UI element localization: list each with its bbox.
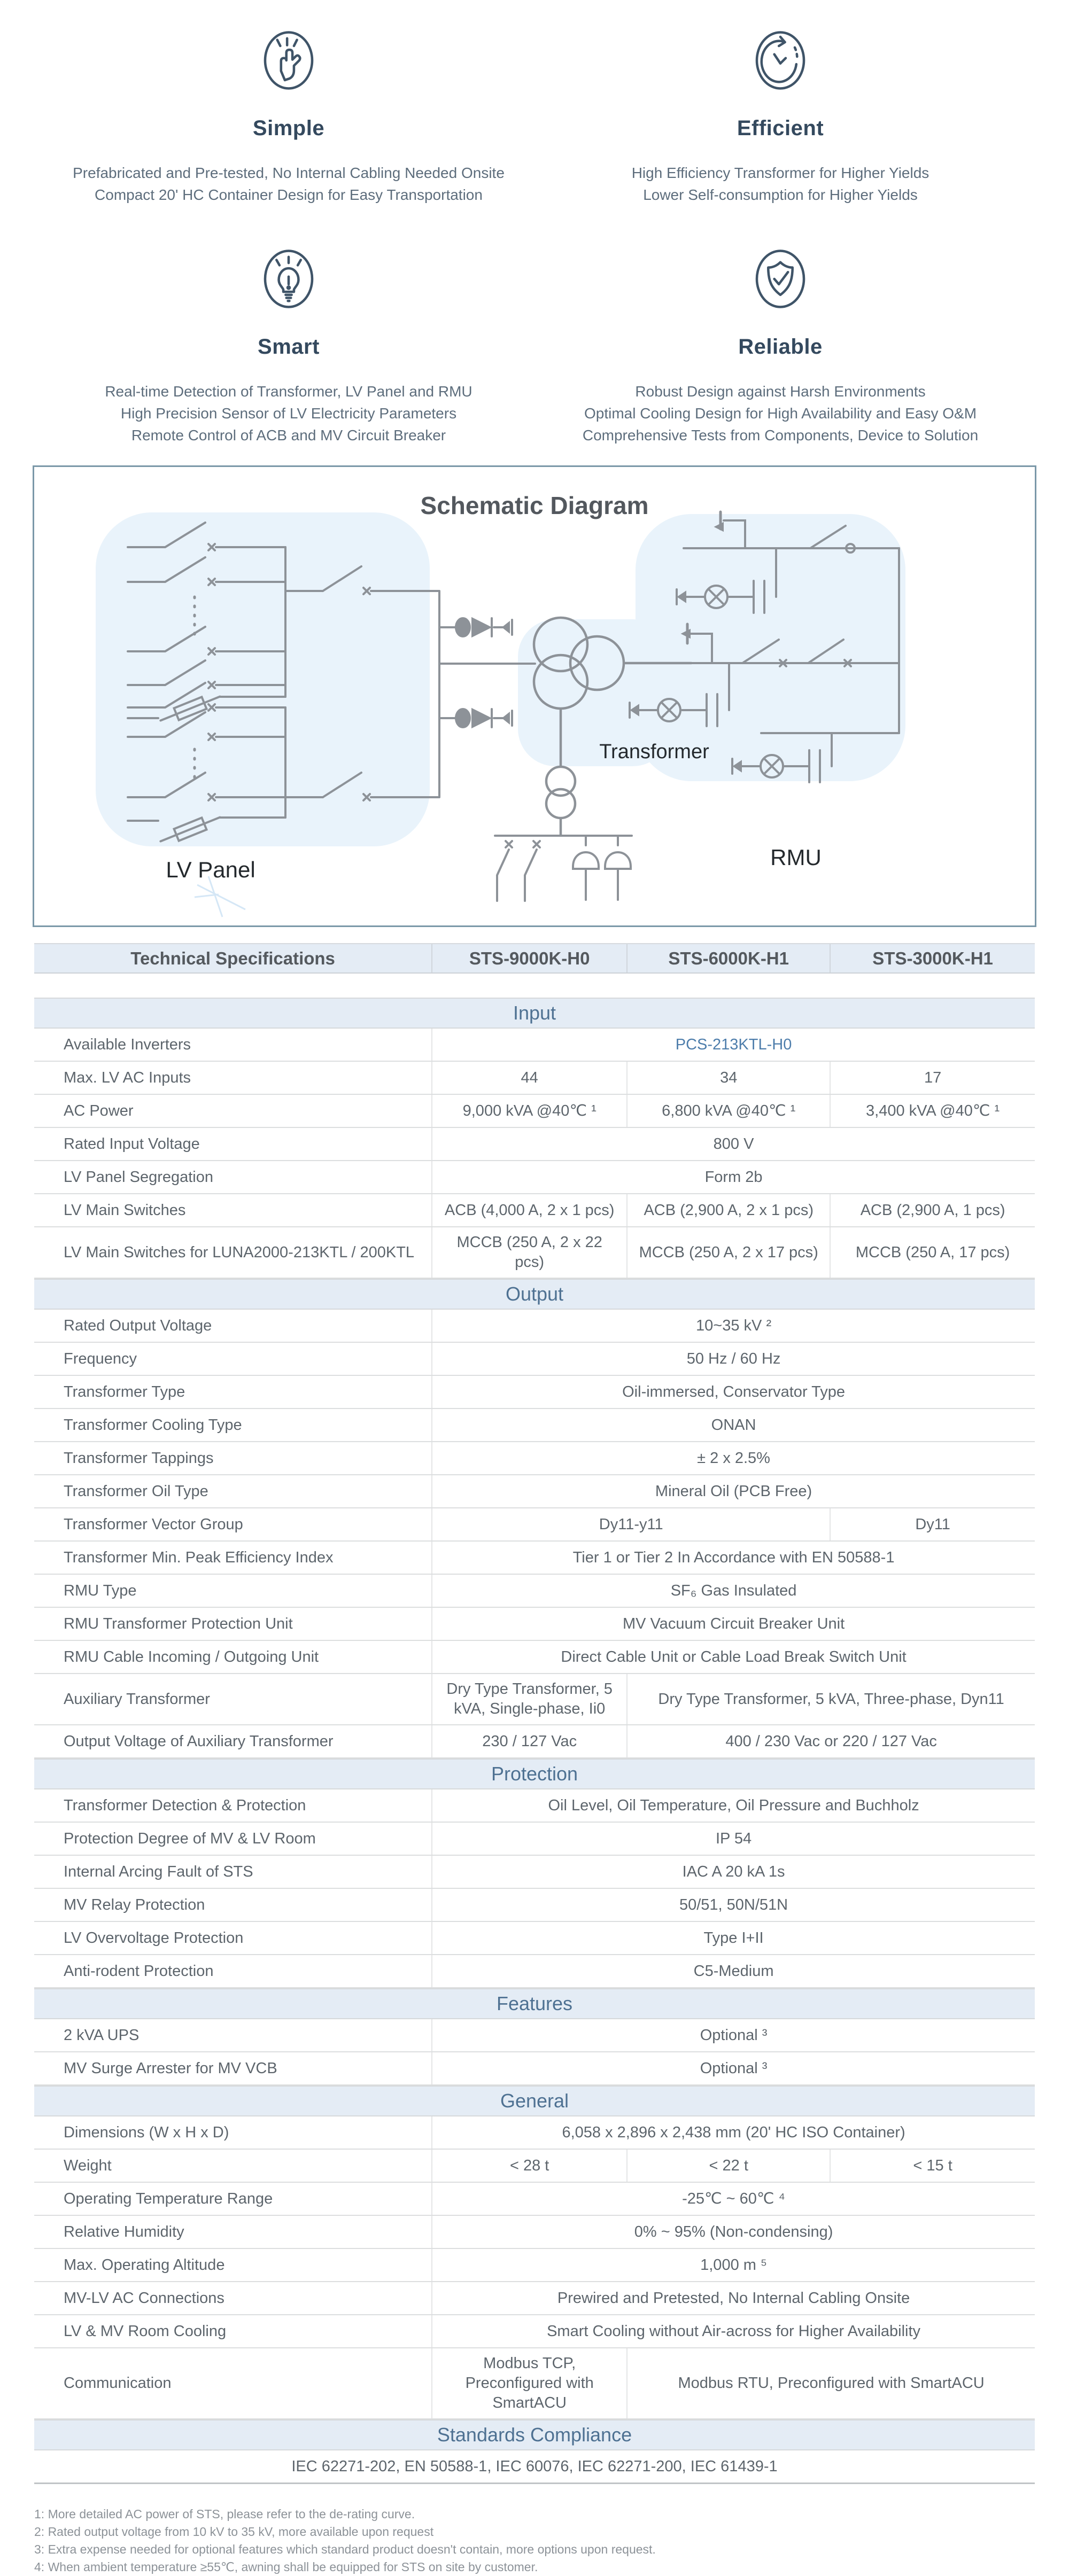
row-label: AC Power [64,1102,134,1119]
row-value: SF₆ Gas Insulated [431,1575,1035,1607]
row-label: Available Inverters [64,1036,191,1053]
table-row [34,2019,1035,2052]
row-value: ACB (2,900 A, 2 x 1 pcs) [626,1194,830,1226]
row-value: ± 2 x 2.5% [431,1442,1035,1474]
row-value: 1,000 m ⁵ [431,2249,1035,2281]
row-value: -25℃ ~ 60℃ ⁴ [431,2183,1035,2215]
row-value: 50 Hz / 60 Hz [431,1343,1035,1375]
row-value: 6,058 x 2,896 x 2,438 mm (20' HC ISO Container) [431,2116,1035,2149]
table-row [34,1508,1035,1542]
section-bar [34,998,1035,1029]
snap-fingers-icon [251,22,327,98]
row-value: < 22 t [626,2150,830,2182]
row-value: IEC 62271-202, EN 50588-1, IEC 60076, IEC 62271-200, IEC 61439-1 [291,2457,778,2475]
row-label: 2 kVA UPS [64,2026,140,2044]
section-bar [34,1988,1035,2019]
row-label: Transformer Type [64,1383,185,1400]
row-value: < 15 t [830,2150,1035,2182]
section-title: Features [496,1993,573,2014]
table-row [34,1889,1035,1922]
table-row [34,1823,1035,1856]
row-label: MV Relay Protection [64,1896,205,1913]
row-value: MV Vacuum Circuit Breaker Unit [431,1608,1035,1640]
row-value: ACB (4,000 A, 2 x 1 pcs) [431,1194,626,1226]
row-value: 400 / 230 Vac or 220 / 127 Vac [626,1725,1035,1757]
row-value: 17 [830,1062,1035,1094]
footnotes [34,2505,1035,2576]
row-label: MV-LV AC Connections [64,2289,224,2307]
row-value: PCS-213KTL-H0 [431,1029,1035,1061]
table-row [34,1608,1035,1641]
metering-tap-lower [439,709,512,727]
row-label: Relative Humidity [64,2223,184,2240]
row-value: Dy11 [830,1508,1035,1540]
row-value: Optional ³ [431,2019,1035,2051]
row-label: Rated Output Voltage [64,1317,212,1334]
table-row [34,1641,1035,1674]
table-row [34,1343,1035,1376]
table-row [34,1227,1035,1279]
section-title: Input [513,1002,556,1024]
row-label: Protection Degree of MV & LV Room [64,1830,316,1847]
row-value: Dy11-y11 [431,1508,830,1540]
feature-lines [105,380,472,446]
text-line: High Efficiency Transformer for Higher Yields [631,165,929,181]
text-line: Optimal Cooling Design for High Availability and Easy O&M [584,405,977,422]
row-label: Operating Temperature Range [64,2190,273,2207]
row-value: ONAN [431,1409,1035,1441]
row-label: Transformer Detection & Protection [64,1796,306,1814]
row-label: Frequency [64,1350,137,1367]
section-title: General [500,2090,569,2112]
table-row [34,1442,1035,1475]
section-bar [34,2419,1035,2450]
row-value: Direct Cable Unit or Cable Load Break Switch Unit [431,1641,1035,1673]
row-value: Dry Type Transformer, 5 kVA, Single-phase, Ii0 [431,1674,626,1724]
table-row [34,2116,1035,2150]
feature-title: Smart [258,335,320,359]
lightbulb-icon [251,241,327,317]
row-value: 230 / 127 Vac [431,1725,626,1757]
table-row [34,1310,1035,1343]
header-col-title: Technical Specifications [130,948,335,968]
text-line: Real-time Detection of Transformer, LV Panel and RMU [105,383,472,400]
table-row [34,2282,1035,2315]
section-title: Standards Compliance [437,2424,632,2446]
text-line: 1: More detailed AC power of STS, please refer to the de-rating curve. [34,2507,415,2521]
compliance-row [34,2450,1035,2484]
row-value: 800 V [431,1128,1035,1160]
table-row [34,1475,1035,1508]
transformer-label: Transformer [599,741,709,763]
row-value: 0% ~ 95% (Non-condensing) [431,2216,1035,2248]
row-value: Modbus TCP, Preconfigured with SmartACU [431,2348,626,2418]
table-row [34,1856,1035,1889]
section-title: Output [505,1283,564,1305]
row-value: Oil Level, Oil Temperature, Oil Pressure and Buchholz [431,1789,1035,1822]
row-label: Transformer Vector Group [64,1515,243,1533]
header-model-3: STS-3000K-H1 [830,944,1035,972]
table-row [34,1725,1035,1758]
row-label: Weight [64,2157,112,2174]
spec-table [34,943,1035,2484]
row-label: Rated Input Voltage [64,1135,200,1153]
text-line: Lower Self-consumption for Higher Yields [643,186,918,203]
schematic-title: Schematic Diagram [420,492,649,519]
schematic-diagram-panel [33,465,1036,927]
table-row [34,2315,1035,2348]
row-label: LV Main Switches for LUNA2000-213KTL / 200KTL [64,1243,415,1261]
text-line: 3: Extra expense needed for optional features which standard product doesn't contain, more options upon request. [34,2542,656,2556]
row-value: Modbus RTU, Preconfigured with SmartACU [626,2348,1035,2418]
row-value: IAC A 20 kA 1s [431,1856,1035,1888]
lv-panel-label: LV Panel [166,857,255,882]
row-value: IP 54 [431,1823,1035,1855]
row-label: Output Voltage of Auxiliary Transformer [64,1732,334,1750]
table-row [34,1575,1035,1608]
row-value: Oil-immersed, Conservator Type [431,1376,1035,1408]
text-line: Remote Control of ACB and MV Circuit Breaker [131,427,446,443]
row-label: Max. Operating Altitude [64,2256,225,2274]
table-row [34,1409,1035,1442]
row-value: Prewired and Pretested, No Internal Cabling Onsite [431,2282,1035,2314]
text-line: Comprehensive Tests from Components, Device to Solution [582,427,979,443]
text-line: Robust Design against Harsh Environments [635,383,926,400]
row-label: MV Surge Arrester for MV VCB [64,2059,277,2077]
row-label: Transformer Min. Peak Efficiency Index [64,1548,334,1566]
spec-table-header [34,943,1035,974]
feature-title: Efficient [737,116,824,140]
watermark-lines [195,876,245,917]
feature-efficient [534,22,1026,206]
row-value: Smart Cooling without Air-across for Higher Availability [431,2315,1035,2347]
row-value: 50/51, 50N/51N [431,1889,1035,1921]
row-value: 34 [626,1062,830,1094]
feature-smart [43,241,534,446]
row-label: RMU Transformer Protection Unit [64,1615,293,1632]
row-value: Optional ³ [431,2052,1035,2084]
table-row [34,2052,1035,2085]
row-value: MCCB (250 A, 2 x 22 pcs) [431,1227,626,1278]
row-label: Auxiliary Transformer [64,1690,210,1708]
row-value: 9,000 kVA @40℃ ¹ [431,1095,626,1127]
row-value: < 28 t [431,2150,626,2182]
spec-table-body [34,998,1035,2484]
text-line: Prefabricated and Pre-tested, No Internal Cabling Needed Onsite [73,165,505,181]
clock-cycle-icon [742,22,818,98]
table-row [34,1674,1035,1725]
row-value: Dry Type Transformer, 5 kVA, Three-phase, Dyn11 [626,1674,1035,1724]
row-label: Transformer Tappings [64,1449,214,1467]
row-value: MCCB (250 A, 2 x 17 pcs) [626,1227,830,1278]
text-line: 4: When ambient temperature ≥55℃, awning shall be equipped for STS on site by customer. [34,2560,538,2574]
feature-simple [43,22,534,206]
row-label: LV Panel Segregation [64,1168,214,1186]
row-value: 6,800 kVA @40℃ ¹ [626,1095,830,1127]
row-value: 10~35 kV ² [431,1310,1035,1342]
row-label: Internal Arcing Fault of STS [64,1863,253,1880]
section-bar [34,1279,1035,1310]
row-label: Dimensions (W x H x D) [64,2123,229,2141]
table-row [34,1922,1035,1955]
table-row [34,2150,1035,2183]
row-label: Anti-rodent Protection [64,1962,214,1980]
row-label: RMU Type [64,1582,137,1599]
table-row [34,1376,1035,1409]
table-row [34,1095,1035,1128]
feature-title: Simple [252,116,325,140]
row-label: Communication [64,2375,172,2392]
feature-grid [0,0,1069,446]
row-label: LV Overvoltage Protection [64,1929,244,1947]
table-row [34,1955,1035,1988]
section-title: Protection [491,1763,578,1785]
text-line: 2: Rated output voltage from 10 kV to 35 kV, more available upon request [34,2525,434,2539]
shield-check-icon [742,241,818,317]
feature-lines [632,162,929,206]
table-row [34,1789,1035,1823]
row-value: Type I+II [431,1922,1035,1954]
table-row [34,1062,1035,1095]
metering-tap-upper [439,618,512,636]
row-value: Mineral Oil (PCB Free) [431,1475,1035,1507]
table-row [34,2216,1035,2249]
text-line: Compact 20' HC Container Design for Easy Transportation [95,186,483,203]
row-label: LV Main Switches [64,1201,186,1219]
header-model-1: STS-9000K-H0 [431,944,626,972]
section-bar [34,1758,1035,1789]
feature-title: Reliable [738,335,823,359]
table-row [34,2348,1035,2419]
table-row [34,2249,1035,2282]
row-value: ACB (2,900 A, 1 pcs) [830,1194,1035,1226]
row-value: 3,400 kVA @40℃ ¹ [830,1095,1035,1127]
table-row [34,2183,1035,2216]
row-value: C5-Medium [431,1955,1035,1987]
section-bar [34,2085,1035,2116]
feature-reliable [534,241,1026,446]
row-value: Form 2b [431,1161,1035,1193]
rmu-label: RMU [770,845,822,870]
feature-lines [73,162,505,206]
row-value: Tier 1 or Tier 2 In Accordance with EN 50588-1 [431,1542,1035,1574]
table-row [34,1542,1035,1575]
row-label: Max. LV AC Inputs [64,1069,191,1086]
table-row [34,1029,1035,1062]
aux-bus-symbols [495,836,632,901]
row-label: LV & MV Room Cooling [64,2322,227,2340]
row-value: MCCB (250 A, 17 pcs) [830,1227,1035,1278]
table-row [34,1128,1035,1161]
row-label: Transformer Cooling Type [64,1416,242,1434]
header-model-2: STS-6000K-H1 [626,944,830,972]
feature-lines [583,380,978,446]
row-value: 44 [431,1062,626,1094]
table-row [34,1161,1035,1194]
row-label: RMU Cable Incoming / Outgoing Unit [64,1648,319,1666]
text-line: High Precision Sensor of LV Electricity Parameters [120,405,457,422]
table-row [34,1194,1035,1227]
row-label: Transformer Oil Type [64,1482,208,1500]
